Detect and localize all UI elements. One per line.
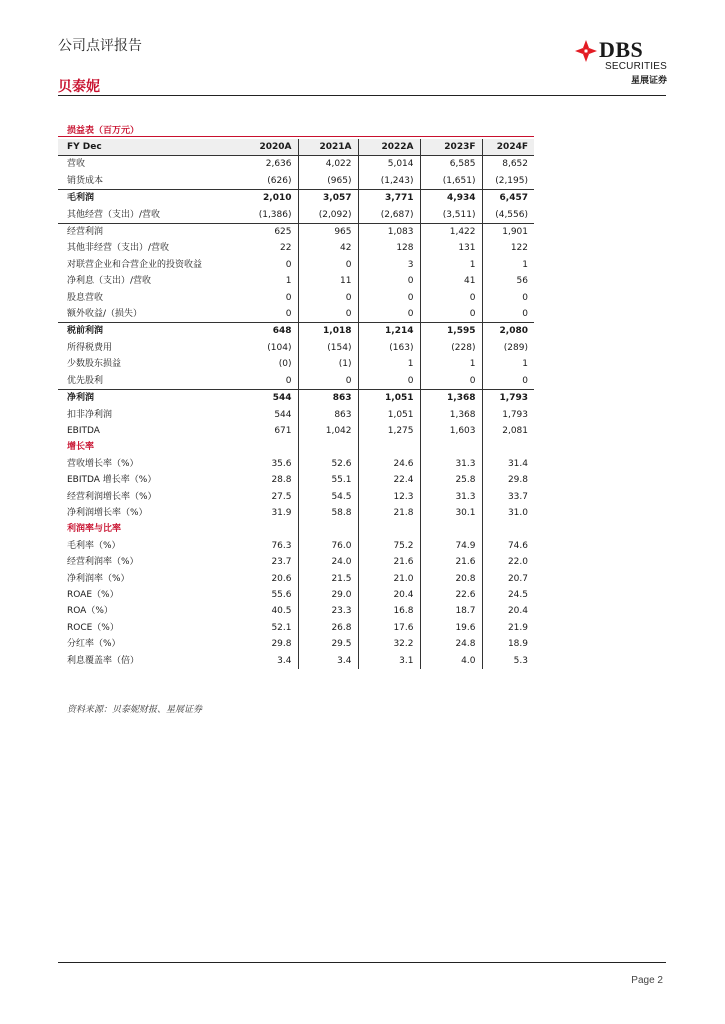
row-value: (1,243) [358,173,420,190]
row-label: 所得税费用 [67,342,113,353]
row-value: 1,214 [358,323,420,340]
row-value: 1,422 [420,224,482,241]
row-value: 1,595 [420,323,482,340]
table-row [58,587,534,603]
row-value: (1) [298,356,358,372]
table-header-row [58,139,534,156]
row-value: 0 [358,273,420,289]
row-value: 2,080 [482,323,534,340]
row-value: 2,636 [265,159,292,170]
header-rule [58,95,666,96]
row-value [420,521,482,537]
row-value [482,439,534,455]
logo-cn: 星展证券 [630,76,667,86]
table-row [58,603,534,619]
row-value: 21.6 [420,554,482,570]
row-value: 1,603 [420,423,482,439]
row-value: (289) [482,340,534,356]
row-value: 74.6 [482,538,534,554]
table-row [58,356,534,372]
row-value: 8,652 [482,156,534,173]
row-value: 2,081 [482,423,534,439]
row-label: 净利息（支出）/营收 [67,276,152,287]
row-value: 24.8 [420,636,482,652]
row-label: 毛利润 [58,190,240,207]
row-value: 3.4 [277,655,292,666]
table-row [58,340,534,356]
row-value: (1,386) [258,209,292,220]
row-value: 75.2 [358,538,420,554]
row-value: (626) [267,175,292,186]
row-label: ROA（%） [67,606,113,617]
row-value: 1,901 [482,224,534,241]
row-value: 41 [420,273,482,289]
table-row [58,456,534,472]
table-row [58,207,534,224]
row-label: 净利润 [58,390,240,407]
column-header-year: 2024F [482,139,534,156]
source-note: 资料来源：贝泰妮财报、星展证券 [67,705,203,715]
row-value: 1,275 [358,423,420,439]
row-value: 1,793 [482,390,534,407]
table-row [58,653,534,669]
row-value: 0 [298,257,358,273]
row-value: 55.1 [298,472,358,488]
row-value: 31.0 [482,505,534,521]
table-row [58,173,534,190]
row-value: 35.6 [271,458,292,469]
doc-type: 公司点评报告 [58,38,142,54]
row-label: 其他经营（支出）/营收 [67,209,161,220]
row-label: 优先股利 [67,375,104,386]
row-value: 0 [358,290,420,306]
row-value: 544 [274,409,292,420]
row-value: 17.6 [358,620,420,636]
row-value: 2,010 [240,190,298,207]
row-value: 55.6 [271,589,292,600]
row-value: 21.6 [358,554,420,570]
row-value: 20.8 [420,571,482,587]
row-value: 31.4 [482,456,534,472]
row-value: 20.4 [358,587,420,603]
row-value: 16.8 [358,603,420,619]
column-header-year: 2021A [298,139,358,156]
table-row [58,390,534,407]
row-value: 23.7 [271,557,292,568]
table-row [58,423,534,439]
table-row [58,323,534,340]
row-value: 54.5 [298,489,358,505]
row-value: 20.7 [482,571,534,587]
row-label: 净利润增长率（%） [67,507,148,518]
table-row [58,290,534,306]
row-value: 3.4 [298,653,358,669]
table-row [58,273,534,289]
row-value: 131 [420,240,482,256]
row-value: 0 [285,292,292,303]
row-label: 营收增长率（%） [67,458,139,469]
row-value: 0 [482,373,534,390]
row-value: (2,092) [298,207,358,224]
row-value: 22 [280,243,292,254]
dbs-logo [575,37,667,86]
row-value: 74.9 [420,538,482,554]
row-value: 32.2 [358,636,420,652]
row-value: 1 [358,356,420,372]
logo-sub: SECURITIES [604,61,667,72]
column-header-year: 2020A [240,139,298,156]
row-value: 1 [420,257,482,273]
table-row [58,224,534,241]
row-value: 21.9 [482,620,534,636]
row-value: (154) [298,340,358,356]
row-value: 863 [298,407,358,423]
column-header-label: FY Dec [58,139,240,156]
row-value: 24.6 [358,456,420,472]
row-value: 28.8 [271,475,292,486]
table-row [58,571,534,587]
row-value: 965 [298,224,358,241]
row-value: 4,022 [298,156,358,173]
row-value: 25.8 [420,472,482,488]
row-label: EBITDA 增长率（%） [67,475,157,486]
row-value: 5.3 [482,653,534,669]
row-value: (1,651) [420,173,482,190]
row-value: 4.0 [420,653,482,669]
row-value: 0 [358,373,420,390]
row-value: 26.8 [298,620,358,636]
row-value [482,521,534,537]
row-value: 0 [420,290,482,306]
row-value [240,439,298,455]
row-value: (104) [267,342,292,353]
row-label: 经营利润 [58,224,240,241]
table-row [58,636,534,652]
row-value: (965) [298,173,358,190]
row-value: 0 [285,259,292,270]
row-value [358,439,420,455]
table-title: 损益表（百万元） [67,126,140,136]
row-value: 19.6 [420,620,482,636]
row-value: 1,051 [358,390,420,407]
section-row [58,439,534,455]
row-value: 42 [298,240,358,256]
row-value: 122 [482,240,534,256]
row-value: 671 [274,425,292,436]
table-row [58,505,534,521]
row-value: 76.3 [271,540,292,551]
footer-rule [58,962,666,963]
row-value [298,439,358,455]
table-row [58,306,534,323]
table-row [58,620,534,636]
row-value: 29.8 [271,639,292,650]
row-value: 29.0 [298,587,358,603]
row-value: 625 [240,224,298,241]
row-value: 27.5 [271,491,292,502]
row-value: 31.3 [420,456,482,472]
dbs-star-icon [575,40,597,62]
row-value: 12.3 [358,489,420,505]
row-value: 0 [420,306,482,323]
row-value: 0 [358,306,420,323]
row-value: 1 [482,356,534,372]
income-statement-table [58,139,534,669]
row-value: 1 [482,257,534,273]
row-label: 扣非净利润 [67,409,113,420]
table-row [58,538,534,554]
row-label: 营收 [67,159,86,170]
row-value: 56 [482,273,534,289]
row-label: 额外收益/（损失） [67,309,143,320]
row-value: 23.3 [298,603,358,619]
row-value [358,521,420,537]
row-value: 11 [298,273,358,289]
row-label: 经营利润增长率（%） [67,491,157,502]
table-row [58,240,534,256]
row-value: 31.9 [271,507,292,518]
row-label: 经营利润率（%） [67,557,139,568]
row-value: 1,083 [358,224,420,241]
row-value: 0 [420,373,482,390]
table-row [58,407,534,423]
row-value: 1 [285,276,292,287]
company-name: 贝泰妮 [58,79,100,95]
row-value: 0 [285,309,292,320]
row-value: 20.6 [271,573,292,584]
row-value: (0) [278,359,292,370]
row-value: 1,018 [298,323,358,340]
row-value: 1,368 [420,390,482,407]
row-value: (3,511) [420,207,482,224]
row-value: 30.1 [420,505,482,521]
row-value: 21.5 [298,571,358,587]
row-value: 0 [482,306,534,323]
row-label: 毛利率（%） [67,540,121,551]
row-value: 863 [298,390,358,407]
row-value: 128 [358,240,420,256]
row-label: 销货成本 [67,175,104,186]
row-value: (4,556) [482,207,534,224]
row-value: 22.6 [420,587,482,603]
row-label: ROCE（%） [67,622,119,633]
section-label: 增长率 [67,442,95,453]
row-value: 0 [298,373,358,390]
row-value: 648 [240,323,298,340]
row-value: 22.0 [482,554,534,570]
row-value [298,521,358,537]
row-value: 1,042 [298,423,358,439]
row-value: 0 [285,375,292,386]
row-value: 4,934 [420,190,482,207]
row-value: 5,014 [358,156,420,173]
row-value: 29.8 [482,472,534,488]
row-label: 其他非经营（支出）/营收 [67,243,170,254]
row-label: 利息覆盖率（倍） [67,655,140,666]
table-row [58,190,534,207]
table-row [58,156,534,173]
row-label: 对联营企业和合营企业的投资收益 [67,259,203,270]
row-value: 6,585 [420,156,482,173]
row-label: 净利润率（%） [67,573,130,584]
table-row [58,472,534,488]
logo-brand: DBS [599,37,644,62]
row-value: 0 [482,290,534,306]
table-row [58,257,534,273]
row-value: 29.5 [298,636,358,652]
table-title-rule [58,136,534,137]
row-value: 0 [298,306,358,323]
row-value: 20.4 [482,603,534,619]
row-value [420,439,482,455]
page-number: Page 2 [631,975,663,986]
row-value: 18.9 [482,636,534,652]
row-value: 3,771 [358,190,420,207]
row-value: 21.8 [358,505,420,521]
row-value: 21.0 [358,571,420,587]
row-value: 1 [420,356,482,372]
row-value: 24.0 [298,554,358,570]
row-label: EBITDA [67,425,100,436]
row-value: 1,368 [420,407,482,423]
row-label: 分红率（%） [67,639,121,650]
row-value: 3,057 [298,190,358,207]
row-value: 1,051 [358,407,420,423]
row-value: 18.7 [420,603,482,619]
table-row [58,554,534,570]
row-value: 33.7 [482,489,534,505]
row-value: 1,793 [482,407,534,423]
row-value: (2,687) [358,207,420,224]
row-value: (163) [358,340,420,356]
row-value [240,521,298,537]
row-value: 31.3 [420,489,482,505]
row-value: 3 [358,257,420,273]
row-label: 少数股东损益 [67,359,122,370]
row-label: 股息营收 [67,292,104,303]
row-value: 52.1 [271,622,292,633]
row-value: 0 [298,290,358,306]
table-row [58,489,534,505]
section-label: 利润率与比率 [67,524,122,535]
row-value: 544 [240,390,298,407]
row-value: 58.8 [298,505,358,521]
table-row [58,373,534,390]
row-label: 税前利润 [58,323,240,340]
column-header-year: 2023F [420,139,482,156]
row-value: 22.4 [358,472,420,488]
row-value: 40.5 [271,606,292,617]
row-value: 3.1 [358,653,420,669]
row-value: 6,457 [482,190,534,207]
row-label: ROAE（%） [67,589,119,600]
row-value: (228) [420,340,482,356]
column-header-year: 2022A [358,139,420,156]
row-value: 76.0 [298,538,358,554]
row-value: (2,195) [482,173,534,190]
row-value: 24.5 [482,587,534,603]
row-value: 52.6 [298,456,358,472]
section-row [58,521,534,537]
